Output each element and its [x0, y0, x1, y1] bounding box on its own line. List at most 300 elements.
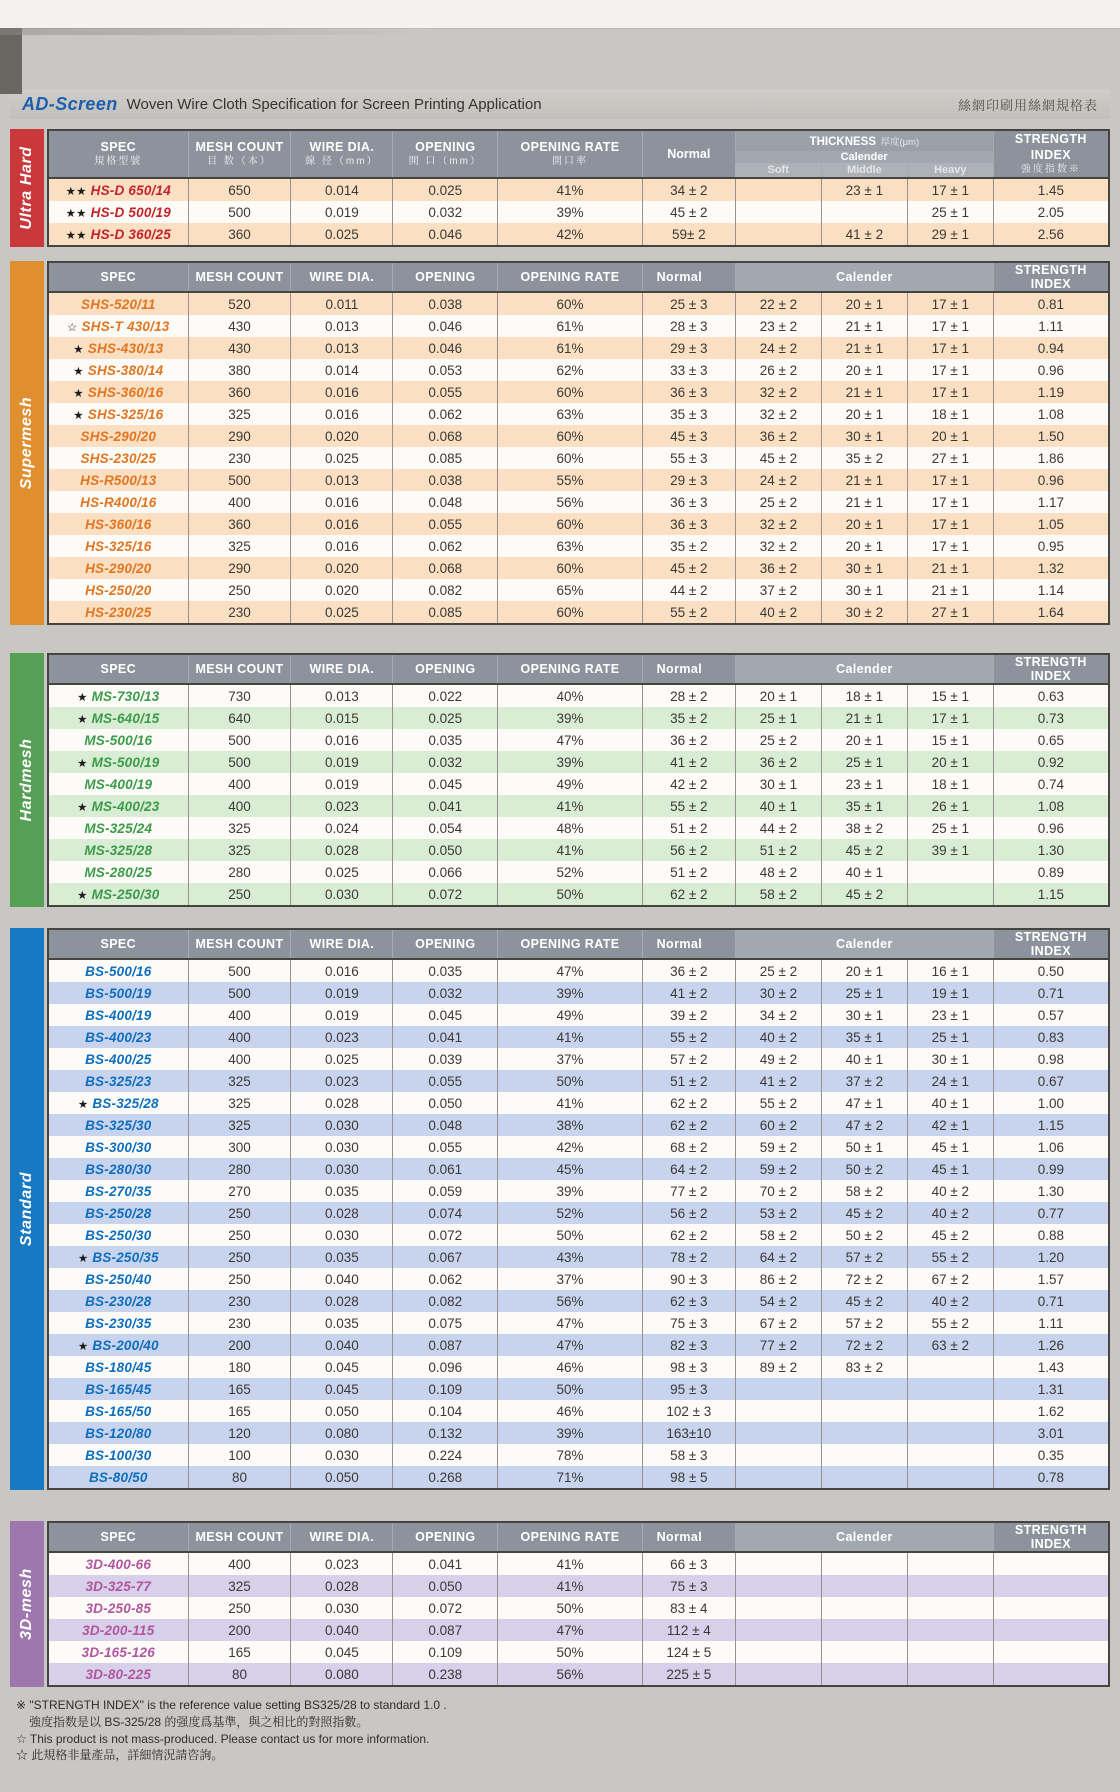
- value-cell: 0.92: [993, 751, 1109, 773]
- value-cell: 0.050: [393, 839, 498, 861]
- value-cell: [735, 1422, 821, 1444]
- spec-cell: [48, 1334, 188, 1356]
- table-row: [48, 1290, 1109, 1312]
- value-cell: 0.039: [393, 1048, 498, 1070]
- value-cell: 0.062: [393, 1268, 498, 1290]
- value-cell: 53 ± 2: [735, 1202, 821, 1224]
- footnote-not-mass-produced-en: ☆ This product is not mass-produced. Please contact us for more information.: [16, 1731, 430, 1746]
- value-cell: 50%: [498, 883, 642, 906]
- value-cell: 0.050: [393, 1092, 498, 1114]
- value-cell: 230: [188, 601, 291, 624]
- scan-dark-corner: [0, 28, 22, 94]
- value-cell: 0.041: [393, 795, 498, 817]
- value-cell: 0.104: [393, 1400, 498, 1422]
- value-cell: 0.95: [993, 535, 1109, 557]
- table-row: [48, 178, 1109, 201]
- value-cell: 35 ± 1: [821, 1026, 907, 1048]
- value-cell: [907, 1400, 993, 1422]
- value-cell: 60%: [498, 425, 642, 447]
- value-cell: 36 ± 3: [642, 381, 735, 403]
- value-cell: 0.040: [291, 1268, 393, 1290]
- spec-cell: [48, 729, 188, 751]
- value-cell: 1.32: [993, 557, 1109, 579]
- value-cell: 0.066: [393, 861, 498, 883]
- spec-cell: [48, 1575, 188, 1597]
- value-cell: 39%: [498, 1180, 642, 1202]
- value-cell: 40 ± 1: [821, 861, 907, 883]
- value-cell: 0.087: [393, 1619, 498, 1641]
- value-cell: 15 ± 1: [907, 729, 993, 751]
- value-cell: 0.038: [393, 292, 498, 315]
- value-cell: 47%: [498, 1334, 642, 1356]
- value-cell: 0.96: [993, 359, 1109, 381]
- table-row: [48, 1663, 1109, 1686]
- value-cell: 62 ± 2: [642, 1114, 735, 1136]
- value-cell: 0.040: [291, 1334, 393, 1356]
- value-cell: [821, 1378, 907, 1400]
- value-cell: 0.046: [393, 223, 498, 246]
- value-cell: 0.023: [291, 1070, 393, 1092]
- table-row: [48, 751, 1109, 773]
- col-header-wire: WIRE DIA.: [291, 1522, 393, 1552]
- value-cell: 0.67: [993, 1070, 1109, 1092]
- value-cell: 30 ± 1: [821, 1004, 907, 1026]
- spec-label: BS-165/50: [85, 1403, 152, 1419]
- value-cell: 500: [188, 469, 291, 491]
- spec-cell: [48, 201, 188, 223]
- table-row: [48, 1400, 1109, 1422]
- value-cell: [735, 1444, 821, 1466]
- col-header-calender: Calender: [735, 654, 993, 684]
- value-cell: 1.11: [993, 1312, 1109, 1334]
- spec-cell: [48, 447, 188, 469]
- value-cell: 0.087: [393, 1334, 498, 1356]
- spec-label: MS-280/25: [84, 864, 153, 880]
- table-row: [48, 337, 1109, 359]
- value-cell: 0.109: [393, 1378, 498, 1400]
- col-header-opening: OPENING: [393, 654, 498, 684]
- value-cell: 325: [188, 817, 291, 839]
- value-cell: 49 ± 2: [735, 1048, 821, 1070]
- col-header-rate: OPENING RATE 開口率: [498, 130, 642, 178]
- value-cell: 360: [188, 513, 291, 535]
- value-cell: 47%: [498, 959, 642, 982]
- value-cell: 200: [188, 1619, 291, 1641]
- spec-cell: [48, 223, 188, 246]
- value-cell: 0.016: [291, 403, 393, 425]
- col-header-calender: Calender: [735, 1522, 993, 1552]
- value-cell: 0.65: [993, 729, 1109, 751]
- spec-cell: [48, 1312, 188, 1334]
- spec-cell: [48, 795, 188, 817]
- section-standard: [10, 928, 1110, 1490]
- value-cell: 250: [188, 579, 291, 601]
- value-cell: 20 ± 1: [821, 403, 907, 425]
- value-cell: 650: [188, 178, 291, 201]
- col-header-strength: STRENGTH INDEX: [993, 929, 1109, 959]
- value-cell: 0.055: [393, 513, 498, 535]
- value-cell: 325: [188, 1092, 291, 1114]
- value-cell: [735, 1597, 821, 1619]
- value-cell: 44 ± 2: [642, 579, 735, 601]
- spec-label: HS-D 500/19: [90, 204, 171, 220]
- spec-label: MS-400/23: [91, 798, 160, 814]
- value-cell: 400: [188, 1004, 291, 1026]
- value-cell: 32 ± 2: [735, 381, 821, 403]
- spec-label: MS-500/16: [84, 732, 153, 748]
- value-cell: 25 ± 3: [642, 292, 735, 315]
- spec-cell: [48, 1070, 188, 1092]
- spec-label: BS-250/28: [85, 1205, 152, 1221]
- table-row: [48, 1641, 1109, 1663]
- value-cell: 20 ± 1: [907, 425, 993, 447]
- hardmesh-table: [47, 653, 1110, 907]
- value-cell: 0.025: [291, 1048, 393, 1070]
- value-cell: 17 ± 1: [907, 337, 993, 359]
- value-cell: 55%: [498, 469, 642, 491]
- value-cell: 0.038: [393, 469, 498, 491]
- table-row: [48, 292, 1109, 315]
- value-cell: 41 ± 2: [821, 223, 907, 246]
- value-cell: 55 ± 3: [642, 447, 735, 469]
- spec-cell: [48, 469, 188, 491]
- value-cell: [735, 1641, 821, 1663]
- value-cell: 1.15: [993, 1114, 1109, 1136]
- col-header-spec: SPEC 規格型號: [48, 130, 188, 178]
- value-cell: 36 ± 2: [735, 557, 821, 579]
- value-cell: 40 ± 1: [907, 1092, 993, 1114]
- spec-label: 3D-325-77: [85, 1578, 152, 1594]
- value-cell: 0.082: [393, 579, 498, 601]
- spec-label: HS-360/16: [85, 516, 152, 532]
- table-row: [48, 1180, 1109, 1202]
- table-row: [48, 861, 1109, 883]
- value-cell: 0.028: [291, 1290, 393, 1312]
- value-cell: 325: [188, 1114, 291, 1136]
- value-cell: 0.014: [291, 359, 393, 381]
- value-cell: 60%: [498, 447, 642, 469]
- table-row: [48, 535, 1109, 557]
- value-cell: 250: [188, 1268, 291, 1290]
- value-cell: 75 ± 3: [642, 1575, 735, 1597]
- table-row: [48, 1312, 1109, 1334]
- value-cell: 20 ± 1: [735, 684, 821, 707]
- value-cell: 27 ± 1: [907, 601, 993, 624]
- value-cell: 37 ± 2: [821, 1070, 907, 1092]
- brand-logo: AD-Screen: [22, 93, 118, 114]
- value-cell: 0.045: [291, 1641, 393, 1663]
- spec-label: BS-100/30: [85, 1447, 152, 1463]
- spec-label: BS-250/30: [85, 1227, 152, 1243]
- table-row: [48, 1004, 1109, 1026]
- value-cell: 0.055: [393, 1136, 498, 1158]
- spec-cell: [48, 883, 188, 906]
- table-row: [48, 447, 1109, 469]
- value-cell: 25 ± 1: [735, 707, 821, 729]
- spec-cell: [48, 1290, 188, 1312]
- value-cell: 48%: [498, 817, 642, 839]
- value-cell: 640: [188, 707, 291, 729]
- spec-label: BS-325/30: [85, 1117, 152, 1133]
- value-cell: 20 ± 1: [821, 513, 907, 535]
- value-cell: 37 ± 2: [735, 579, 821, 601]
- value-cell: 0.025: [291, 223, 393, 246]
- value-cell: 730: [188, 684, 291, 707]
- value-cell: 60%: [498, 601, 642, 624]
- value-cell: 0.73: [993, 707, 1109, 729]
- value-cell: 0.030: [291, 1136, 393, 1158]
- value-cell: 0.019: [291, 1004, 393, 1026]
- spec-label: HS-250/20: [85, 582, 152, 598]
- value-cell: 430: [188, 337, 291, 359]
- value-cell: 0.71: [993, 1290, 1109, 1312]
- value-cell: 17 ± 1: [907, 178, 993, 201]
- col-header-middle: Middle: [821, 163, 907, 178]
- tables-host: [10, 129, 1110, 1687]
- section-ultra-hard: [10, 129, 1110, 247]
- value-cell: 39%: [498, 707, 642, 729]
- table-row: [48, 1619, 1109, 1641]
- value-cell: 0.016: [291, 535, 393, 557]
- value-cell: 35 ± 2: [821, 447, 907, 469]
- value-cell: 55 ± 2: [907, 1246, 993, 1268]
- value-cell: 56%: [498, 1290, 642, 1312]
- value-cell: 39 ± 1: [907, 839, 993, 861]
- spec-label: 3D-200-115: [82, 1622, 155, 1638]
- value-cell: 1.00: [993, 1092, 1109, 1114]
- value-cell: 1.62: [993, 1400, 1109, 1422]
- value-cell: 0.032: [393, 201, 498, 223]
- table-row: [48, 1466, 1109, 1489]
- value-cell: 1.30: [993, 1180, 1109, 1202]
- value-cell: 270: [188, 1180, 291, 1202]
- value-cell: 42%: [498, 223, 642, 246]
- value-cell: 68 ± 2: [642, 1136, 735, 1158]
- value-cell: 0.028: [291, 1202, 393, 1224]
- value-cell: 30 ± 2: [735, 982, 821, 1004]
- value-cell: 18 ± 1: [907, 773, 993, 795]
- spec-cell: [48, 535, 188, 557]
- spec-cell: [48, 1400, 188, 1422]
- value-cell: 45 ± 1: [907, 1136, 993, 1158]
- spec-cell: [48, 1158, 188, 1180]
- value-cell: 500: [188, 751, 291, 773]
- section-hardmesh: [10, 653, 1110, 907]
- value-cell: 180: [188, 1356, 291, 1378]
- spec-cell: [48, 1136, 188, 1158]
- value-cell: 0.062: [393, 535, 498, 557]
- value-cell: 60%: [498, 513, 642, 535]
- table-row: [48, 601, 1109, 624]
- value-cell: 39 ± 2: [642, 1004, 735, 1026]
- value-cell: 25 ± 2: [735, 959, 821, 982]
- col-header-strength: STRENGTH INDEX 強度指数※: [993, 130, 1109, 178]
- value-cell: 60 ± 2: [735, 1114, 821, 1136]
- value-cell: 58 ± 2: [735, 883, 821, 906]
- value-cell: [907, 1597, 993, 1619]
- value-cell: [735, 1575, 821, 1597]
- value-cell: 0.072: [393, 1597, 498, 1619]
- value-cell: 41 ± 2: [642, 982, 735, 1004]
- value-cell: 64 ± 2: [642, 1158, 735, 1180]
- spec-cell: [48, 1444, 188, 1466]
- value-cell: 0.030: [291, 1597, 393, 1619]
- table-row: [48, 1268, 1109, 1290]
- spec-cell: [48, 557, 188, 579]
- value-cell: 0.019: [291, 773, 393, 795]
- value-cell: [821, 1444, 907, 1466]
- star-marker: ★★: [65, 229, 87, 242]
- value-cell: 25 ± 1: [907, 201, 993, 223]
- value-cell: 0.054: [393, 817, 498, 839]
- table-row: [48, 1224, 1109, 1246]
- value-cell: [735, 1378, 821, 1400]
- table-row: [48, 707, 1109, 729]
- col-header-mesh: MESH COUNT: [188, 262, 291, 292]
- value-cell: 0.050: [291, 1466, 393, 1489]
- spec-label: 3D-400-66: [85, 1556, 152, 1572]
- spec-cell: [48, 1180, 188, 1202]
- hardmesh-band-label: Hardmesh: [18, 738, 35, 822]
- table-row: [48, 359, 1109, 381]
- value-cell: 98 ± 5: [642, 1466, 735, 1489]
- spec-cell: [48, 839, 188, 861]
- value-cell: 400: [188, 491, 291, 513]
- spec-cell: [48, 1246, 188, 1268]
- table-row: [48, 1575, 1109, 1597]
- col-header-wire: WIRE DIA.: [291, 654, 393, 684]
- value-cell: 98 ± 3: [642, 1356, 735, 1378]
- section-supermesh: [10, 261, 1110, 625]
- spec-cell: [48, 707, 188, 729]
- value-cell: 0.35: [993, 1444, 1109, 1466]
- value-cell: 0.96: [993, 469, 1109, 491]
- star-marker: ★: [77, 713, 88, 726]
- value-cell: [821, 1400, 907, 1422]
- value-cell: 36 ± 2: [642, 959, 735, 982]
- value-cell: 0.63: [993, 684, 1109, 707]
- value-cell: 20 ± 1: [907, 751, 993, 773]
- value-cell: [907, 1422, 993, 1444]
- spec-label: BS-400/23: [85, 1029, 152, 1045]
- value-cell: 52%: [498, 861, 642, 883]
- value-cell: 0.075: [393, 1312, 498, 1334]
- value-cell: 47 ± 2: [821, 1114, 907, 1136]
- value-cell: 30 ± 1: [735, 773, 821, 795]
- value-cell: 1.19: [993, 381, 1109, 403]
- value-cell: 30 ± 1: [821, 425, 907, 447]
- spec-label: BS-230/28: [85, 1293, 152, 1309]
- value-cell: 0.013: [291, 337, 393, 359]
- spec-cell: [48, 513, 188, 535]
- col-header-normal: Normal: [642, 262, 735, 292]
- value-cell: 0.132: [393, 1422, 498, 1444]
- value-cell: 50 ± 2: [821, 1224, 907, 1246]
- value-cell: 21 ± 1: [907, 557, 993, 579]
- value-cell: 35 ± 2: [642, 535, 735, 557]
- value-cell: 1.43: [993, 1356, 1109, 1378]
- table-row: [48, 1422, 1109, 1444]
- value-cell: 1.05: [993, 513, 1109, 535]
- table-row: [48, 513, 1109, 535]
- value-cell: 0.080: [291, 1663, 393, 1686]
- value-cell: 56 ± 2: [642, 1202, 735, 1224]
- spec-label: 3D-80-225: [85, 1666, 152, 1682]
- value-cell: 41%: [498, 178, 642, 201]
- value-cell: 29 ± 3: [642, 337, 735, 359]
- spec-cell: [48, 1422, 188, 1444]
- spec-cell: [48, 1202, 188, 1224]
- spec-cell: [48, 491, 188, 513]
- spec-label: BS-120/80: [85, 1425, 152, 1441]
- value-cell: 0.268: [393, 1466, 498, 1489]
- table-row: [48, 557, 1109, 579]
- spec-label: BS-500/16: [85, 963, 152, 979]
- value-cell: 1.50: [993, 425, 1109, 447]
- spec-label: BS-300/30: [85, 1139, 152, 1155]
- value-cell: [993, 1641, 1109, 1663]
- value-cell: 0.080: [291, 1422, 393, 1444]
- spec-label: HS-D 650/14: [90, 182, 171, 198]
- value-cell: 47%: [498, 1312, 642, 1334]
- value-cell: 67 ± 2: [735, 1312, 821, 1334]
- star-marker: ★: [73, 409, 84, 422]
- col-header-opening: OPENING 開 口（mm）: [393, 130, 498, 178]
- value-cell: 325: [188, 1070, 291, 1092]
- value-cell: 0.88: [993, 1224, 1109, 1246]
- spec-label: BS-400/25: [85, 1051, 152, 1067]
- value-cell: 70 ± 2: [735, 1180, 821, 1202]
- star-marker: ☆: [67, 321, 78, 334]
- spec-cell: [48, 861, 188, 883]
- table-row: [48, 773, 1109, 795]
- value-cell: 0.019: [291, 201, 393, 223]
- value-cell: 77 ± 2: [735, 1334, 821, 1356]
- value-cell: 57 ± 2: [642, 1048, 735, 1070]
- spec-label: MS-250/30: [91, 886, 160, 902]
- value-cell: 45 ± 2: [642, 201, 735, 223]
- footnotes: [16, 1697, 1120, 1764]
- value-cell: 120: [188, 1422, 291, 1444]
- value-cell: 30 ± 1: [821, 557, 907, 579]
- col-header-mesh: MESH COUNT: [188, 929, 291, 959]
- value-cell: 0.067: [393, 1246, 498, 1268]
- star-marker: ★: [77, 691, 88, 704]
- value-cell: 23 ± 2: [735, 315, 821, 337]
- spec-cell: [48, 1092, 188, 1114]
- value-cell: 78 ± 2: [642, 1246, 735, 1268]
- value-cell: 0.035: [393, 729, 498, 751]
- star-marker: ★: [73, 365, 84, 378]
- value-cell: 62%: [498, 359, 642, 381]
- value-cell: [907, 1444, 993, 1466]
- spec-cell: [48, 1619, 188, 1641]
- spec-cell: [48, 579, 188, 601]
- value-cell: 0.023: [291, 1552, 393, 1575]
- value-cell: 18 ± 1: [821, 684, 907, 707]
- value-cell: 0.030: [291, 1224, 393, 1246]
- spec-label: BS-280/30: [85, 1161, 152, 1177]
- value-cell: 45 ± 2: [821, 839, 907, 861]
- value-cell: 0.109: [393, 1641, 498, 1663]
- value-cell: 46%: [498, 1400, 642, 1422]
- spec-label: 3D-250-85: [85, 1600, 152, 1616]
- value-cell: 0.045: [291, 1378, 393, 1400]
- table-row: [48, 795, 1109, 817]
- col-header-strength: STRENGTH INDEX: [993, 262, 1109, 292]
- value-cell: 0.016: [291, 959, 393, 982]
- spec-cell: [48, 751, 188, 773]
